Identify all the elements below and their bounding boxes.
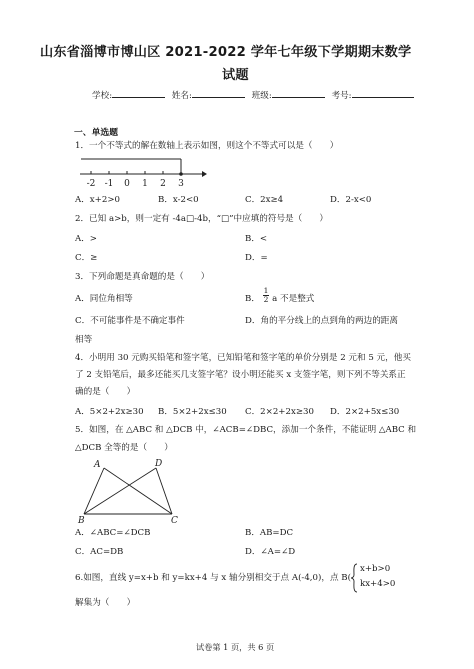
q3-option-b-prefix: B． <box>245 294 260 304</box>
q5-line-2: △DCB 全等的是（ ） <box>75 443 173 453</box>
q1-option-b[interactable]: B．x-2<0 <box>158 195 199 205</box>
point-label-d: D <box>155 459 163 469</box>
number-line-tick-label: 2 <box>160 179 166 189</box>
class-field[interactable] <box>272 88 325 98</box>
name-field[interactable] <box>192 88 245 98</box>
page-title-line2: 试题 <box>222 68 249 83</box>
school-field[interactable] <box>112 88 165 98</box>
fraction-half <box>263 287 270 304</box>
point-label-c: C <box>171 516 178 526</box>
q2-option-d[interactable]: D．= <box>245 253 268 263</box>
q5-option-d[interactable]: D．∠A=∠D <box>245 547 296 557</box>
fraction-denominator: 2 <box>263 295 269 304</box>
q4-line-2: 了 2 支铅笔后，最多还能买几支签字笔？设小明还能买 x 支签字笔，则下列不等关系正 <box>75 370 406 380</box>
q2-option-c[interactable]: C．≥ <box>75 253 98 263</box>
q4-line-3: 确的是（ ） <box>75 387 136 397</box>
page-title-line1: 山东省淄博市博山区 2021-2022 学年七年级下学期期末数学 <box>40 45 412 60</box>
q4-option-a[interactable]: A．5×2+2x≥30 <box>75 407 144 417</box>
q2-stem: 2．已知 a>b，则一定有 -4a□-4b，“□”中应填的符号是（ ） <box>75 214 329 224</box>
school-label: 学校: <box>92 91 113 101</box>
number-line-figure <box>78 156 208 190</box>
q3-option-b-tail: a 不是整式 <box>272 294 315 304</box>
segment-dc <box>156 468 172 514</box>
class-label: 班级: <box>251 91 272 101</box>
number-line-tick-label: 1 <box>142 179 148 189</box>
q3-option-d[interactable]: D．角的平分线上的点到角的两边的距离 <box>245 316 398 326</box>
segment-ac <box>104 468 172 514</box>
q4-line-1: 4．小明用 30 元购买铅笔和签字笔，已知铅笔和签字笔的单价分别是 2 元和 5 元，他买 <box>75 353 411 363</box>
q1-option-d[interactable]: D．2-x<0 <box>330 195 372 205</box>
number-line-tick-label: 3 <box>178 179 184 189</box>
q1-option-c[interactable]: C．2x≥4 <box>245 195 284 205</box>
q4-option-b[interactable]: B．5×2+2x≤30 <box>158 407 227 417</box>
point-label-b: B <box>78 516 85 526</box>
number-line-tick-label: 0 <box>124 179 130 189</box>
q5-option-a[interactable]: A．∠ABC=∠DCB <box>75 528 151 538</box>
q3-option-c[interactable]: C．不可能事件是不确定事件 <box>75 316 185 326</box>
point-label-a: A <box>94 460 101 470</box>
q5-option-b[interactable]: B．AB=DC <box>245 528 294 538</box>
triangle-figure <box>76 456 186 526</box>
q1-stem: 1．一个不等式的解在数轴上表示如图，则这个不等式可以是（ ） <box>75 141 339 151</box>
q6-cont: 解集为（ ） <box>75 598 136 608</box>
q6-system-line-2: kx+4>0 <box>360 579 396 589</box>
q3-option-a[interactable]: A．同位角相等 <box>75 294 133 304</box>
segment-db <box>84 468 156 514</box>
q2-option-a[interactable]: A．> <box>75 234 98 244</box>
system-brace <box>350 563 358 593</box>
q3-option-b[interactable] <box>245 286 315 305</box>
q5-line-1: 5．如图，在 △ABC 和 △DCB 中，∠ACB=∠DBC，添加一个条件，不能证明 △ABC 和 <box>75 425 417 435</box>
q5-option-c[interactable]: C．AC=DB <box>75 547 124 557</box>
q4-option-c[interactable]: C．2×2+2x≥30 <box>245 407 314 417</box>
number-line-tick-label: -2 <box>86 179 96 189</box>
q6-stem: 6.如图，直线 y=x+b 和 y=kx+4 与 x 轴分别相交于点 A(-4,0)，点 B( <box>75 573 351 583</box>
q1-option-a[interactable]: A．x+2>0 <box>75 195 120 205</box>
number-line-arrow <box>202 171 207 177</box>
number-line-tick-label: -1 <box>104 179 114 189</box>
section-title: 一、单选题 <box>74 128 118 138</box>
q6-system-line-1: x+b>0 <box>360 564 391 574</box>
fraction-numerator: 1 <box>263 286 269 295</box>
q4-option-d[interactable]: D．2×2+5x≤30 <box>330 407 400 417</box>
page-footer: 试卷第 1 页，共 6 页 <box>196 642 275 652</box>
student-info-line <box>92 88 414 102</box>
q3-stem: 3．下列命题是真命题的是（ ） <box>75 272 210 282</box>
q2-option-b[interactable]: B．< <box>245 234 268 244</box>
name-label: 姓名: <box>171 91 192 101</box>
q3-option-d-cont: 相等 <box>75 335 93 345</box>
number-field[interactable] <box>352 88 414 98</box>
number-label: 考号: <box>331 91 352 101</box>
